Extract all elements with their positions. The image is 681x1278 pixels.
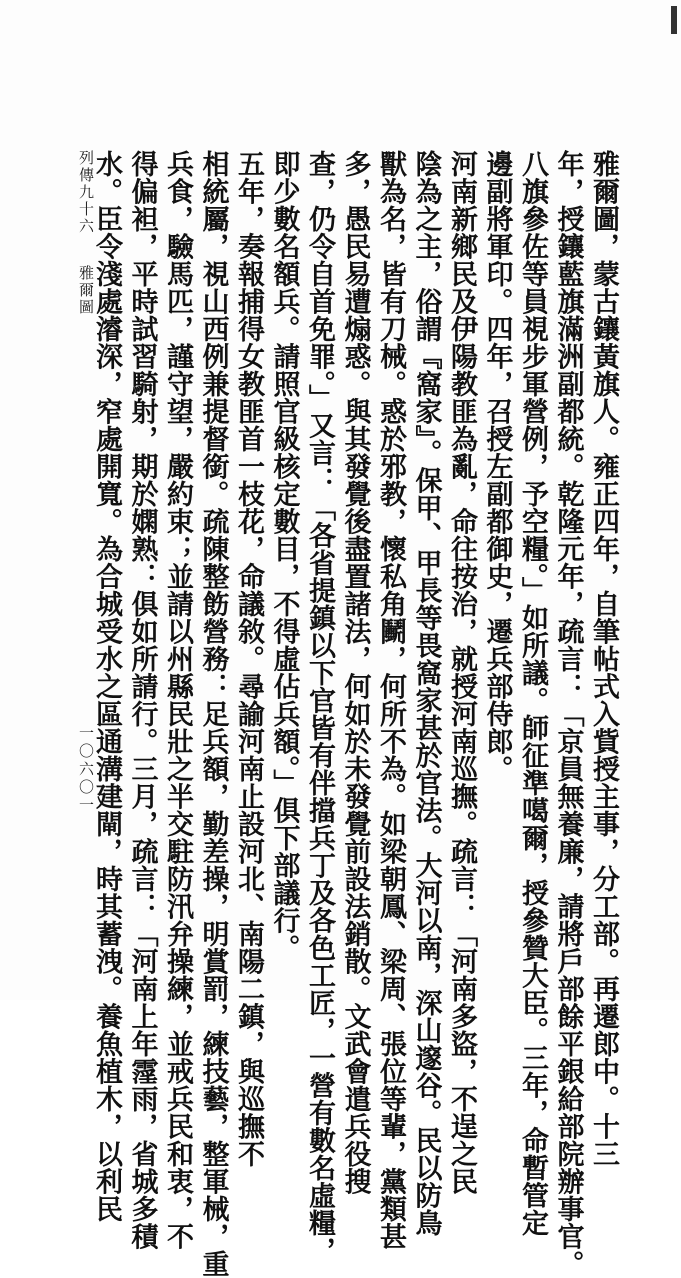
text-column-14: 得偏袒，平時試習騎射，期於嫻熟：俱如所請行。三月，疏言：「河南上年霪雨，省城多積: [126, 150, 158, 1250]
text-column-10: 即少數名額兵。請照官級核定數目，不得虛佔兵額。」俱下部議行。: [268, 150, 300, 962]
chapter-label: 列傳九十六: [77, 150, 95, 235]
text-column-1: 雅爾圖，蒙古鑲黃旗人。雍正四年，自筆帖式入貲授主事，分工部。再遷郎中。十三: [588, 150, 619, 1168]
running-header: [76, 150, 97, 316]
text-column-12: 相統屬，視山西例兼提督銜。疏陳整飭營務：足兵額，勤差操，明賞罰，練技藝，整軍械，重: [197, 150, 229, 1278]
text-column-6: 陰為之主，俗謂『窩家』。保甲、甲長等畏窩家甚於官法。大河以南，深山邃谷。民以防鳥: [410, 150, 442, 1237]
biography-text: [89, 150, 622, 1278]
text-column-3: 八旗參佐等員視步軍營例，予空糧。」如所議。師征準噶爾，授參贊大臣。三年，命暫管定: [517, 150, 548, 1237]
text-column-11: 五年，奏報捕得女教匪首一枝花，命議敘。尋諭河南止設河北、南陽二鎮，與巡撫不: [233, 150, 264, 1168]
text-column-2: 年，授鑲藍旗滿洲副都統。乾隆元年，疏言：「京員無養廉，請將戶部餘平銀給部院辦事官。: [552, 150, 584, 1278]
page-number: 一〇六〇一: [77, 725, 95, 815]
corner-mark: [671, 6, 677, 34]
text-column-15: 水。臣令淺處濬深，窄處開寬。為合城受水之區通溝建閘，時其蓄洩。養魚植木，以利民: [91, 150, 122, 1223]
subject-name-label: 雅爾圖: [77, 265, 95, 316]
text-column-5: 河南新鄉民及伊陽教匪為亂，命往按治，就授河南巡撫。疏言：「河南多盜，不逞之民: [446, 150, 477, 1195]
text-column-13: 兵食，驗馬匹，謹守望，嚴約束；並請以州縣民壯之半交駐防汛弁操練，並戒兵民和衷，不: [162, 150, 193, 1250]
text-column-8: 多，愚民易遭煽惑。與其發覺後盡置諸法，何如於未發覺前設法銷散。文武會遣兵役搜: [339, 150, 371, 1195]
text-column-4: 邊副將軍印。四年，召授左副都御史，遷兵部侍郎。: [481, 150, 513, 783]
text-column-7: 獸為名，皆有刀械。惑於邪教，懷私角鬭，何所不為。如梁朝鳳、梁周、張位等輩，黨類甚: [375, 150, 406, 1250]
text-column-9: 查，仍令自首免罪。」又言：「各省提鎮以下官皆有伴擋兵丁及各色工匠，一營有數名虛糧，: [304, 150, 335, 1264]
